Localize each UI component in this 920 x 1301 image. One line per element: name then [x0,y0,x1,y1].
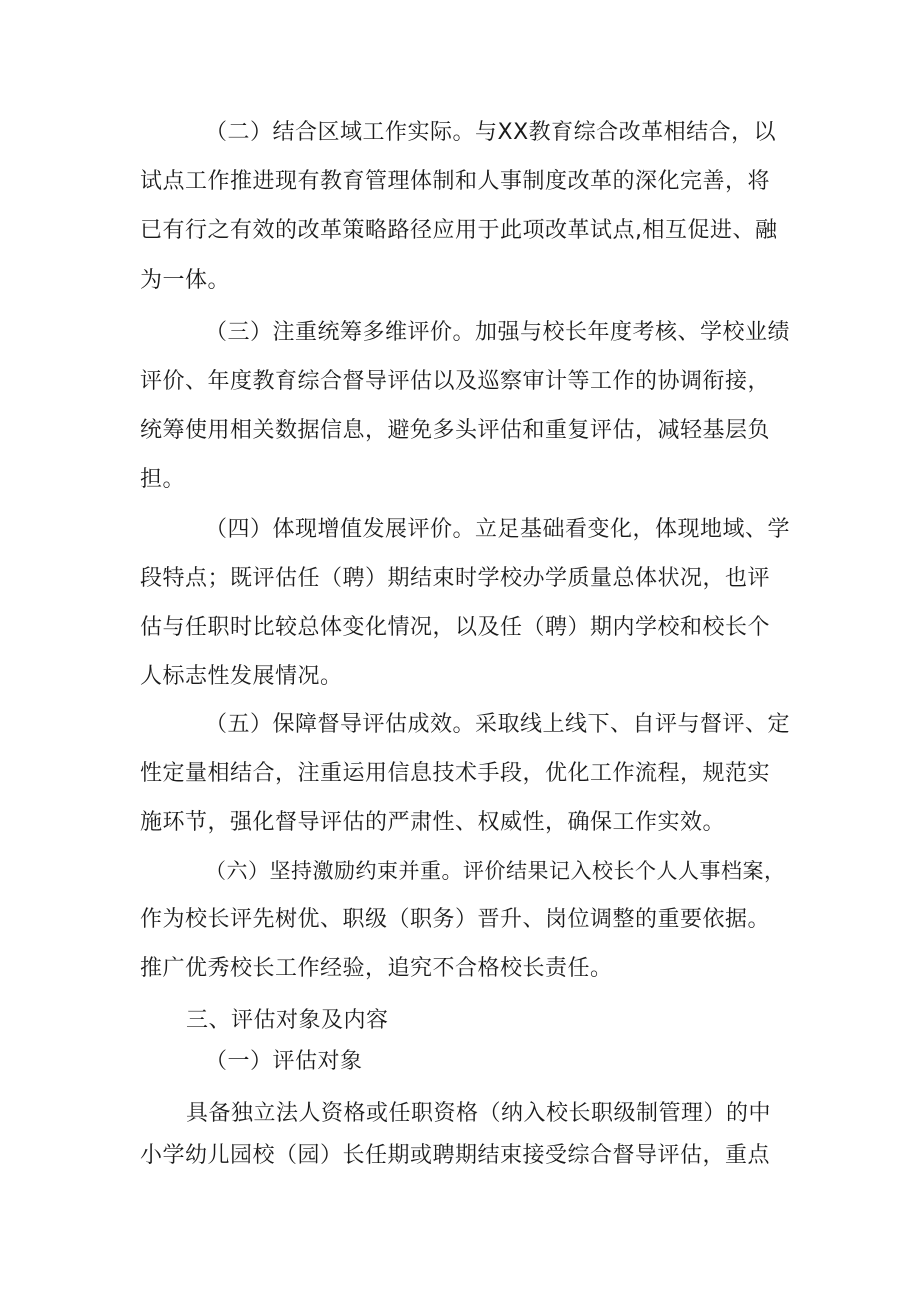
text-line: （五）保障督导评估成效。采取线上线下、自评与督评、定 [205,712,791,737]
text-line: 统筹使用相关数据信息，避免多头评估和重复评估，减轻基层负 [140,418,771,443]
text-line: （六）坚持激励约束并重。评价结果记入校长个人人事档案， [205,859,786,883]
text-line: 作为校长评先树优、职级（职务）晋升、岗位调整的重要依据。 [140,907,771,932]
text-line: 具备独立法人资格或任职资格（纳入校长职级制管理）的中 [186,1101,772,1126]
text-line: 小学幼儿园校（园）长任期或聘期结束接受综合督导评估，重点 [140,1143,771,1168]
text-line: 段特点；既评估任（聘）期结束时学校办学质量总体状况，也评 [140,566,771,591]
text-line: 试点工作推进现有教育管理体制和人事制度改革的深化完善，将 [140,169,771,194]
section-heading: 三、评估对象及内容 [186,1008,389,1033]
text-line: 人标志性发展情况。 [140,664,343,689]
text-line: 性定量相结合，注重运用信息技术手段，优化工作流程，规范实 [140,761,771,786]
text-line: 评价、年度教育综合督导评估以及巡察审计等工作的协调衔接， [140,369,771,394]
text-line: 推广优秀校长工作经验，追究不合格校长责任。 [140,956,613,981]
text-line: 施环节，强化督导评估的严肃性、权威性，确保工作实效。 [140,810,726,835]
text-line: 已有行之有效的改革策略路径应用于此项改革试点,相互促进、融 [140,218,778,243]
text-line: 为一体。 [140,268,231,293]
text-line: （四）体现增值发展评价。立足基础看变化，体现地域、学 [205,517,791,542]
text-line: 估与任职时比较总体变化情况，以及任（聘）期内学校和校长个 [140,615,771,640]
text-line: 担。 [140,467,186,492]
text-line: （三）注重统筹多维评价。加强与校长年度考核、学校业绩 [205,320,791,345]
text-line: （二）结合区域工作实际。与XX教育综合改革相结合，以 [205,120,777,145]
sub-heading: （一）评估对象 [205,1049,363,1074]
